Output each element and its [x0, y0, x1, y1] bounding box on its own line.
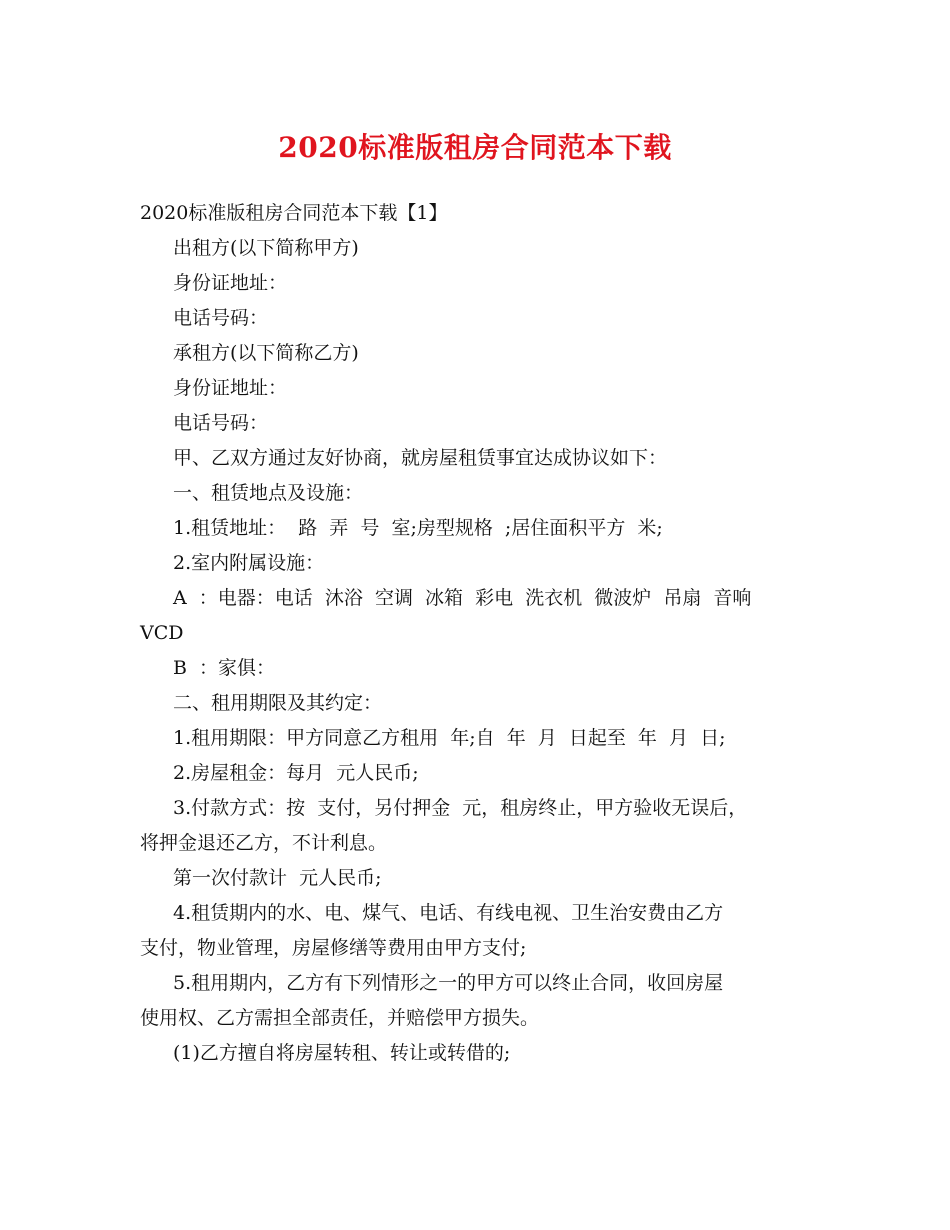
- clause-appliances-cont: VCD: [140, 622, 184, 644]
- lessee-label: 承租方(以下简称乙方): [173, 342, 359, 364]
- clause-payment: 3.付款方式：按 支付，另付押金 元，租房终止，甲方验收无误后，: [173, 797, 748, 819]
- clause-termination: 5.租用期内，乙方有下列情形之一的甲方可以终止合同，收回房屋: [173, 972, 724, 994]
- clause-sublet: (1)乙方擅自将房屋转租、转让或转借的;: [173, 1042, 511, 1064]
- clause-utilities: 4.租赁期内的水、电、煤气、电话、有线电视、卫生治安费由乙方: [173, 902, 724, 924]
- clause-address: 1.租赁地址： 路 弄 号 室;房型规格 ;居住面积平方 米;: [173, 517, 663, 539]
- clause-rent: 2.房屋租金：每月 元人民币;: [173, 762, 419, 784]
- document-body: [140, 196, 830, 1071]
- lessor-label: 出租方(以下简称甲方): [173, 237, 359, 259]
- clause-first-payment: 第一次付款计 元人民币;: [173, 867, 382, 889]
- clause-utilities-cont: 支付，物业管理，房屋修缮等费用由甲方支付;: [140, 937, 527, 959]
- clause-payment-cont: 将押金退还乙方，不计利息。: [140, 832, 388, 854]
- lessee-id-address: 身份证地址：: [173, 377, 288, 399]
- lessor-id-address: 身份证地址：: [173, 272, 288, 294]
- clause-appliances: A ：电器：电话 沐浴 空调 冰箱 彩电 洗衣机 微波炉 吊扇 音响: [173, 587, 752, 609]
- clause-facilities: 2.室内附属设施：: [173, 552, 325, 574]
- clause-termination-cont: 使用权、乙方需担全部责任，并赔偿甲方损失。: [140, 1007, 540, 1029]
- clause-heading-term: 二、租用期限及其约定：: [173, 692, 383, 714]
- lessee-phone: 电话号码：: [173, 412, 269, 434]
- lessor-phone: 电话号码：: [173, 307, 269, 329]
- agreement-intro: 甲、乙双方通过友好协商，就房屋租赁事宜达成协议如下：: [173, 447, 668, 469]
- section-heading: 2020标准版租房合同范本下载【1】: [140, 202, 448, 224]
- clause-heading-location: 一、租赁地点及设施：: [173, 482, 364, 504]
- document-title: 2020标准版租房合同范本下载: [278, 131, 672, 164]
- clause-furniture: B ：家俱：: [173, 657, 276, 679]
- clause-term: 1.租用期限：甲方同意乙方租用 年;自 年 月 日起至 年 月 日;: [173, 727, 726, 749]
